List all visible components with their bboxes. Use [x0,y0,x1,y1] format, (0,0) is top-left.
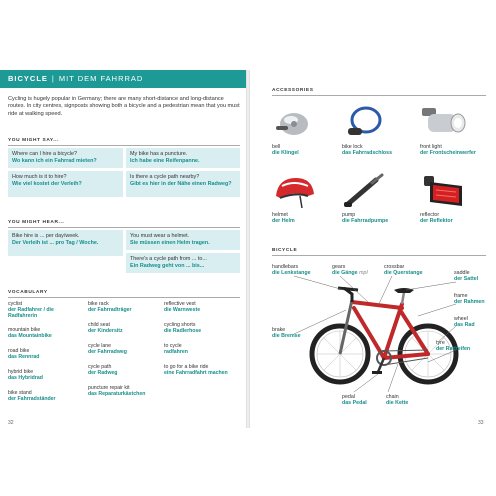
vocab-de: das Hybridrad [8,375,43,382]
vocab-en: cycling shorts [164,322,196,328]
vocab-entry [164,343,242,364]
part-en: frame [454,293,468,299]
accessory-de: die Klingel [272,150,299,157]
vocab-entry [88,301,160,322]
vocab-de: eine Fahrradfahrt machen [164,370,228,377]
vocab-de: das Reparaturkästchen [88,391,146,398]
vocab-en: cyclist [8,301,23,307]
part-de: der Sattel [454,276,479,283]
phrase-box [126,148,240,168]
part-label-handlebars [272,264,311,277]
vocab-divider [8,297,240,298]
part-en: chain [386,394,399,400]
part-en: crossbar [384,264,405,270]
part-en: pedal [342,394,355,400]
phrase-de: Wie viel kostet der Verleih? [12,180,82,187]
vocab-entry [164,301,242,322]
phrase-de: Sie müssen einen Helm tragen. [130,239,210,246]
vocab-entry [88,322,160,343]
phrase-box [8,171,123,197]
phrase-en: Bike hire is ... per day/week. [12,233,80,239]
page-number-left: 32 [8,420,14,426]
part-de: die Querstange [384,270,423,277]
accessory-en: reflector [420,212,440,218]
part-en: wheel [454,316,468,322]
part-label-chain [386,394,408,407]
accessory-en: bike lock [342,144,363,150]
vocab-entry [164,364,242,376]
accessory-de: der Helm [272,218,295,225]
vocab-de: der Radfahrer / die Radfahrerin [8,307,54,320]
part-label-saddle [454,270,478,283]
accessory-de: der Frontscheinwerfer [420,150,476,157]
part-de: das Pedal [342,400,367,407]
accessory-de: das Fahrradschloss [342,150,393,157]
phrase-en: How much is it to hire? [12,174,67,180]
accessory-en: helmet [272,212,288,218]
phrase-en: There's a cycle path from ... to... [130,256,207,262]
right-page [250,70,496,428]
part-grammar-suffix: mpl [359,270,368,277]
vocab-entry [8,390,82,402]
phrase-de: Der Verleih ist ... pro Tag / Woche. [12,239,99,246]
part-de: die Kette [386,400,409,407]
bicycle-heading: BICYCLE [272,248,298,253]
hear-divider [8,227,240,228]
phrase-de: Ich habe eine Reifenpanne. [130,157,200,164]
vocab-de: der Fahrradweg [88,349,127,356]
vocab-en: to go for a bike ride [164,364,209,370]
vocab-en: road bike [8,348,30,354]
vocab-de: radfahren [164,349,188,356]
label-leader-lines [250,70,496,428]
vocab-en: to cycle [164,343,182,349]
banner-separator: | [51,74,55,83]
phrase-box [126,230,240,250]
vocab-entry [88,385,160,397]
part-label-crossbar [384,264,423,277]
phrase-box [126,253,240,273]
part-de: die Lenkstange [272,270,311,277]
accessory-en: pump [342,212,356,218]
accessory-de: der Reflektor [420,218,453,225]
part-en: tyre [436,340,445,346]
banner-title-de: MIT DEM FAHRRAD [58,74,144,83]
phrase-en: Is there a cycle path nearby? [130,174,200,180]
accessory-en: bell [272,144,281,150]
vocab-en: cycle path [88,364,112,370]
vocab-en: mountain bike [8,327,41,333]
vocab-entry [8,348,82,369]
phrase-en: You must wear a helmet. [130,233,190,239]
accessory-en: front light [420,144,442,150]
banner-title: BICYCLE [8,74,48,83]
vocab-en: puncture repair kit [88,385,130,391]
part-en: saddle [454,270,470,276]
vocab-column [164,301,242,376]
vocab-en: bike rack [88,301,109,307]
say-heading: YOU MIGHT SAY... [8,138,60,143]
part-label-tyre [436,340,470,353]
book-spread [0,70,496,428]
part-label-brake [272,327,301,340]
part-en: gears [332,264,346,270]
accessories-heading: ACCESSORIES [272,88,314,93]
section-banner [0,70,246,88]
phrase-en: My bike has a puncture. [130,151,188,157]
part-de: das Rad [454,322,475,329]
vocab-de: der Fahrradträger [88,307,132,314]
phrase-en: Where can I hire a bicycle? [12,151,78,157]
phrase-de: Ein Radweg geht von ... bis... [130,262,205,269]
vocab-entry [8,327,82,348]
vocab-column [88,301,160,397]
part-de: die Bremse [272,333,301,340]
vocab-de: das Rennrad [8,354,40,361]
part-de: der Rahmen [454,299,485,306]
hear-heading: YOU MIGHT HEAR... [8,220,65,225]
vocab-entry [8,301,82,327]
vocab-entry [88,364,160,385]
vocab-en: cycle lane [88,343,112,349]
vocab-de: die Radlerhose [164,328,202,335]
vocab-de: der Kindersitz [88,328,123,335]
page-number-right: 33 [478,420,484,426]
vocab-entry [8,369,82,390]
vocab-de: die Warnweste [164,307,201,314]
part-label-wheel [454,316,475,329]
part-label-gears [332,264,368,277]
vocab-de: der Fahrradständer [8,396,56,403]
say-divider [8,145,240,146]
part-de: die Gänge [332,270,358,277]
phrase-de: Gibt es hier in der Nähe einen Radweg? [130,180,232,187]
phrase-box [126,171,240,197]
phrase-box [8,230,123,256]
intro-paragraph: Cycling is hugely popular in Germany; there are many short-distance and long-distance routes. In city centres, signposts showing both a bicycle and a pedestrian mean that you must ride at walking speed. [8,96,240,117]
vocab-en: hybrid bike [8,369,34,375]
vocab-en: bike stand [8,390,32,396]
vocab-en: child seat [88,322,110,328]
vocab-de: der Radweg [88,370,118,377]
part-en: handlebars [272,264,299,270]
vocab-entry [88,343,160,364]
vocab-heading: VOCABULARY [8,290,48,295]
vocab-entry [164,322,242,343]
part-de: der Radreifen [436,346,471,353]
part-label-pedal [342,394,367,407]
part-label-frame [454,293,485,306]
vocab-en: reflective vest [164,301,196,307]
vocab-column [8,301,82,402]
phrase-de: Wo kann ich ein Fahrrad mieten? [12,157,97,164]
part-en: brake [272,327,286,333]
accessory-de: die Fahrradpumpe [342,218,389,225]
vocab-de: das Mountainbike [8,333,52,340]
left-page [0,70,246,428]
phrase-box [8,148,123,168]
